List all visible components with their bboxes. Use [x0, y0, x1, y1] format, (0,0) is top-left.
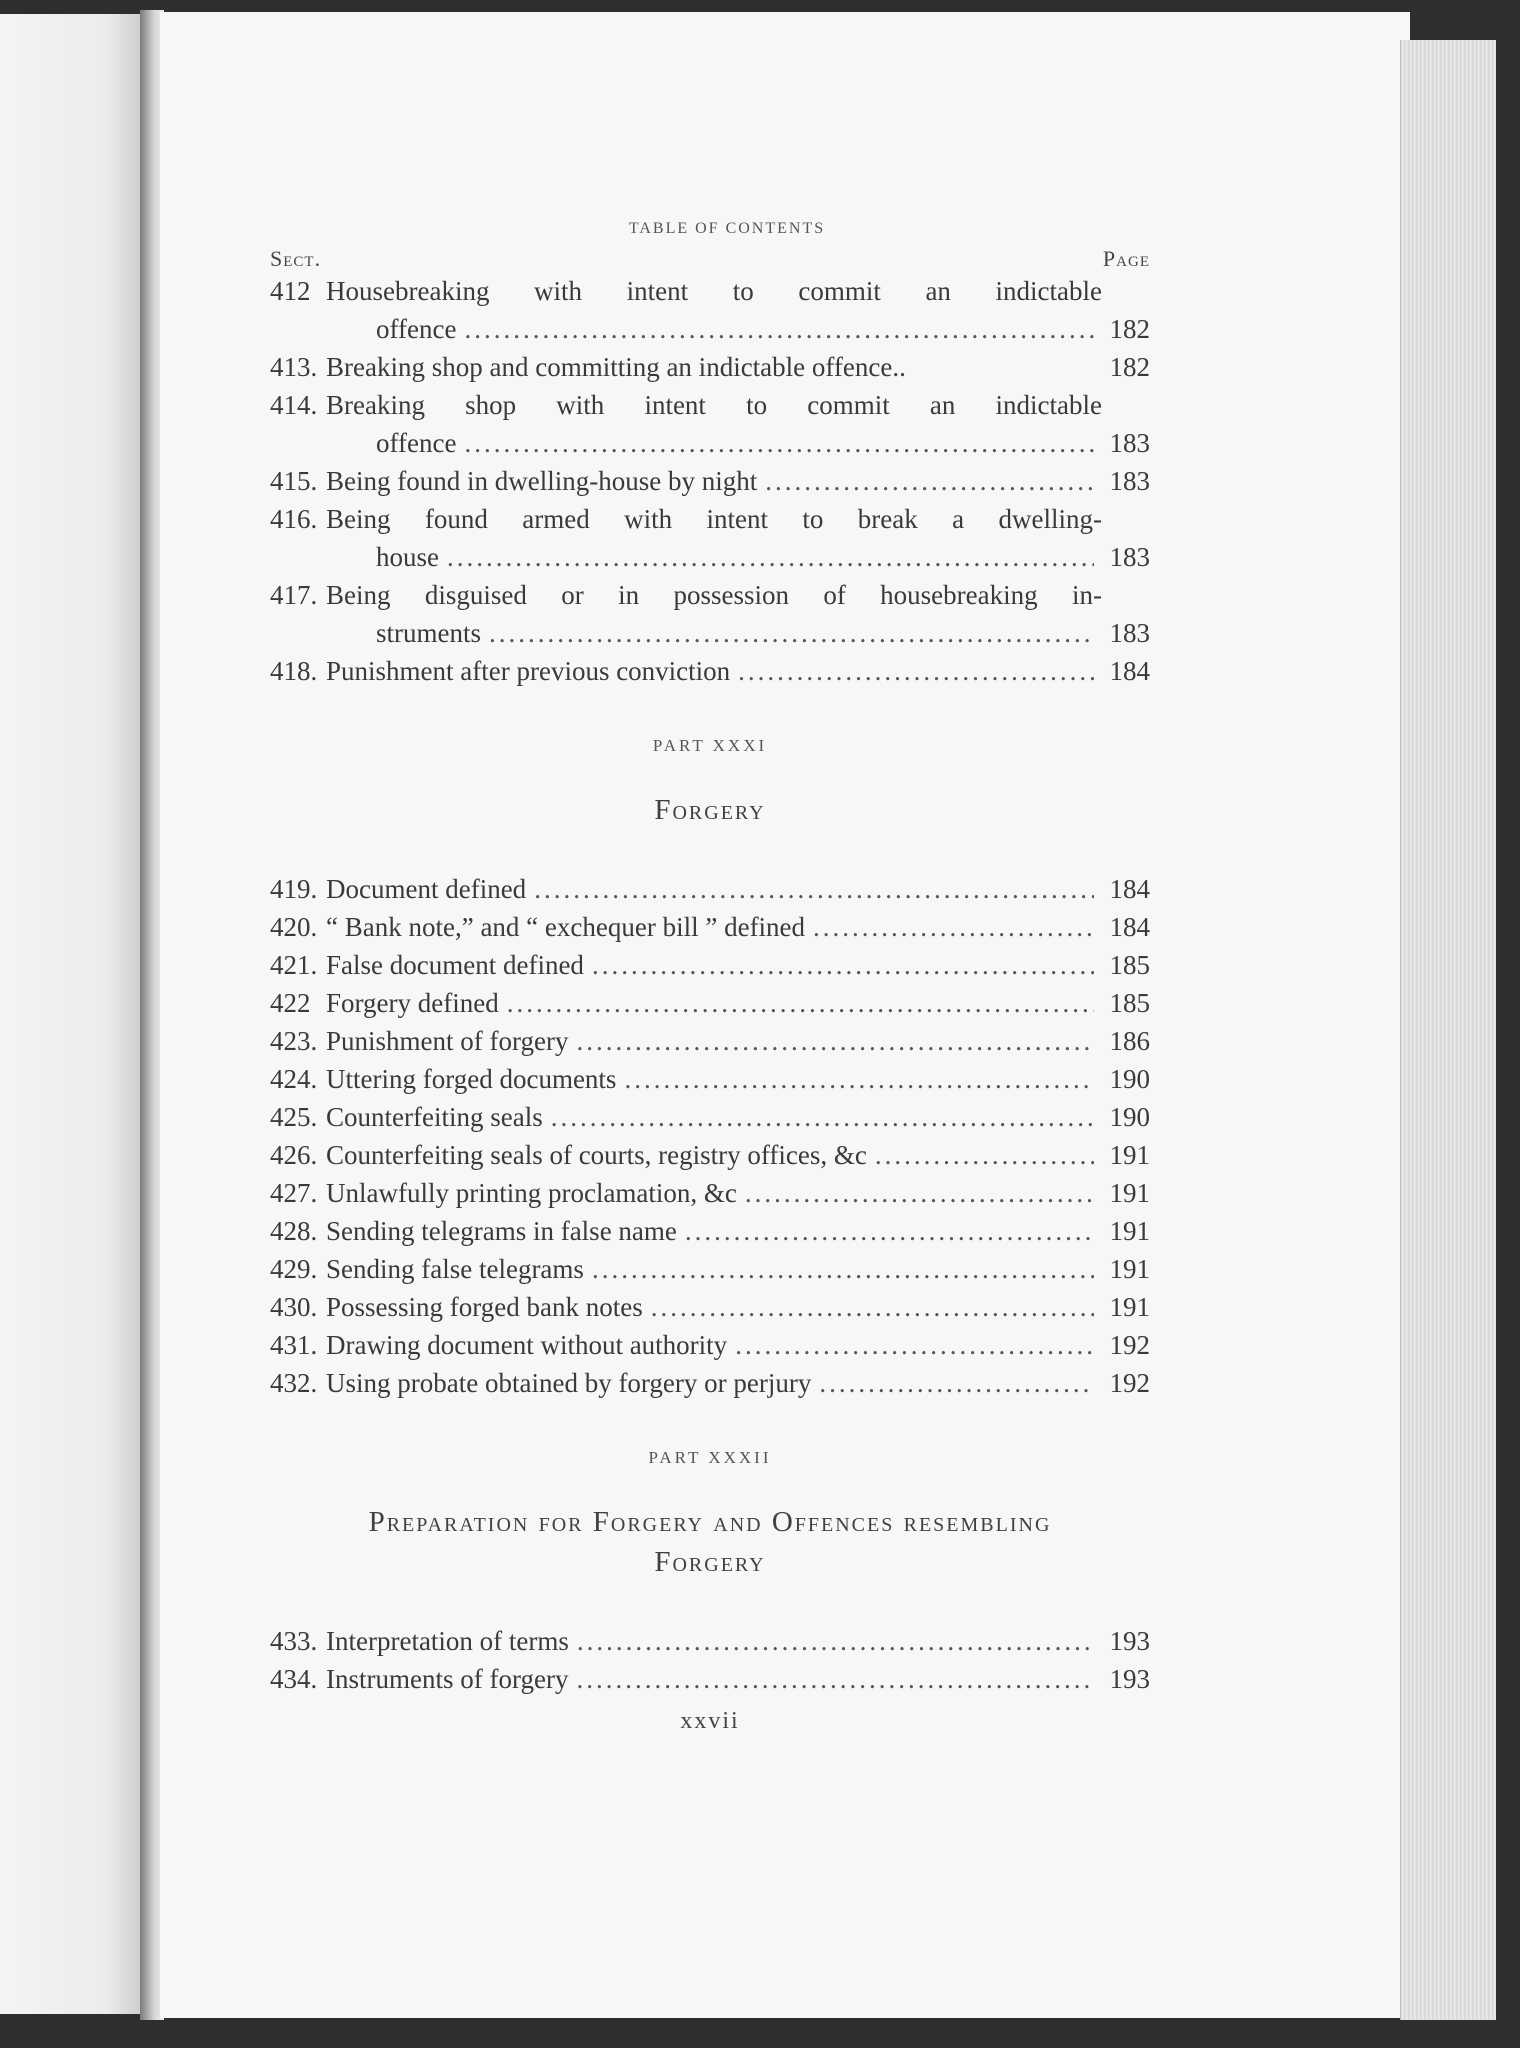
page-number: 185: [1109, 950, 1150, 980]
left-page-edge: [0, 14, 152, 2014]
toc-entry: [270, 1364, 1150, 1402]
page-block-edge: [1400, 40, 1496, 2020]
dot-leader: [738, 652, 1094, 690]
entry-title: Punishment after previous conviction: [326, 656, 731, 686]
entry-title: Instruments of forgery: [326, 1664, 569, 1694]
entry-title: “ Bank note,” and “ exchequer bill ” defined: [326, 912, 806, 942]
section-number: 413.: [270, 352, 318, 382]
entry-title: Interpretation of terms: [326, 1626, 569, 1656]
section-number: 433.: [270, 1626, 318, 1656]
toc-entry: [270, 1288, 1150, 1326]
toc-entry: [270, 1250, 1150, 1288]
toc-entry: [270, 1174, 1150, 1212]
page-number: 186: [1109, 1026, 1150, 1056]
page-number: 190: [1109, 1102, 1150, 1132]
toc-entry: [270, 576, 1150, 652]
toc-entry: [270, 1326, 1150, 1364]
part-label: PART XXXI: [652, 736, 768, 755]
toc-entry: [270, 1622, 1150, 1660]
page-number: 193: [1109, 1626, 1150, 1656]
toc-entry: [270, 1660, 1150, 1698]
dot-leader: [813, 908, 1094, 946]
section-number: 417.: [270, 580, 318, 610]
entry-title: Being found in dwelling-house by night: [326, 466, 758, 496]
section-number: 412: [270, 276, 311, 306]
toc-content: [270, 220, 1150, 1735]
toc-entry: [270, 386, 1150, 462]
dot-leader: [464, 310, 1094, 348]
sect-heading: Sect.: [270, 246, 322, 271]
toc-entry: [270, 870, 1150, 908]
entry-title: Drawing document without authority: [326, 1330, 728, 1360]
dot-leader: [745, 1174, 1094, 1212]
entry-title: Document defined: [326, 874, 527, 904]
toc-entry: [270, 1022, 1150, 1060]
entry-title: Housebreaking with intent to commit an indictable: [326, 276, 1102, 306]
page-number: 190: [1109, 1064, 1150, 1094]
section-number: 427.: [270, 1178, 318, 1208]
section-number: 434.: [270, 1664, 318, 1694]
dot-leader: [507, 984, 1094, 1022]
column-headings: [270, 246, 1150, 272]
dot-leader: [735, 1326, 1094, 1364]
page-number: 182: [1109, 314, 1150, 344]
toc-group-a: [270, 272, 1150, 690]
section-number: 431.: [270, 1330, 318, 1360]
toc-entry: [270, 1136, 1150, 1174]
entry-title-cont: house: [376, 542, 439, 572]
page-number: 183: [1109, 466, 1150, 496]
page-number: 184: [1109, 656, 1150, 686]
page-folio: xxvii: [680, 1708, 740, 1734]
toc-entry: [270, 652, 1150, 690]
dot-leader: [875, 1136, 1094, 1174]
toc-entry: [270, 462, 1150, 500]
part-title: Preparation for Forgery and Offences resembling Forgery: [368, 1506, 1052, 1578]
page-number: 183: [1109, 618, 1150, 648]
section-number: 416.: [270, 504, 318, 534]
dot-leader: [651, 1288, 1094, 1326]
entry-title: Counterfeiting seals: [326, 1102, 543, 1132]
toc-entry: [270, 908, 1150, 946]
page-number: 191: [1109, 1178, 1150, 1208]
dot-leader: [489, 614, 1094, 652]
section-number: 418.: [270, 656, 318, 686]
section-number: 432.: [270, 1368, 318, 1398]
dot-leader: [592, 946, 1094, 984]
section-number: 428.: [270, 1216, 318, 1246]
page-number: 185: [1109, 988, 1150, 1018]
page-number: 184: [1109, 874, 1150, 904]
running-head: TABLE OF CONTENTS: [628, 220, 826, 237]
dot-leader: [447, 538, 1094, 576]
dot-leader: [551, 1098, 1094, 1136]
section-number: 415.: [270, 466, 318, 496]
entry-title: Forgery defined: [326, 988, 499, 1018]
entry-title-cont: struments: [376, 618, 481, 648]
entry-title: Being found armed with intent to break a dwelling-: [326, 504, 1102, 534]
toc-entry: [270, 1060, 1150, 1098]
page-number: 191: [1109, 1254, 1150, 1284]
page-number: 183: [1109, 428, 1150, 458]
entry-title: Breaking shop and committing an indictable offence..: [326, 352, 906, 382]
dot-leader: [765, 462, 1094, 500]
entry-title: Being disguised or in possession of housebreaking in-: [326, 580, 1102, 610]
entry-title: False document defined: [326, 950, 584, 980]
page-number: 191: [1109, 1216, 1150, 1246]
entry-title: Unlawfully printing proclamation, &c: [326, 1178, 737, 1208]
section-number: 424.: [270, 1064, 318, 1094]
page-number: 184: [1109, 912, 1150, 942]
section-number: 430.: [270, 1292, 318, 1322]
page-number: 192: [1109, 1330, 1150, 1360]
section-number: 423.: [270, 1026, 318, 1056]
toc-group-b: [270, 870, 1150, 1402]
section-number: 421.: [270, 950, 318, 980]
page-number: 191: [1109, 1140, 1150, 1170]
part-label: PART XXXII: [648, 1448, 772, 1467]
entry-title-cont: offence: [376, 314, 457, 344]
page-number: 192: [1109, 1368, 1150, 1398]
toc-entry: [270, 946, 1150, 984]
toc-entry: [270, 984, 1150, 1022]
toc-entry: [270, 1212, 1150, 1250]
toc-entry: [270, 272, 1150, 348]
entry-title-cont: offence: [376, 428, 457, 458]
section-number: 429.: [270, 1254, 318, 1284]
dot-leader: [464, 424, 1094, 462]
section-number: 426.: [270, 1140, 318, 1170]
entry-title: Using probate obtained by forgery or perjury: [326, 1368, 812, 1398]
dot-leader: [685, 1212, 1094, 1250]
entry-title: Counterfeiting seals of courts, registry offices, &c: [326, 1140, 867, 1170]
dot-leader: [577, 1622, 1094, 1660]
page-number: 193: [1109, 1664, 1150, 1694]
section-number: 420.: [270, 912, 318, 942]
toc-entry: [270, 1098, 1150, 1136]
section-number: 414.: [270, 390, 318, 420]
entry-title: Punishment of forgery: [326, 1026, 569, 1056]
entry-title: Sending false telegrams: [326, 1254, 584, 1284]
dot-leader: [592, 1250, 1094, 1288]
page-number: 182: [1109, 352, 1150, 382]
section-number: 425.: [270, 1102, 318, 1132]
page-number: 183: [1109, 542, 1150, 572]
dot-leader: [819, 1364, 1094, 1402]
dot-leader: [576, 1022, 1094, 1060]
section-number: 422: [270, 988, 311, 1018]
section-number: 419.: [270, 874, 318, 904]
dot-leader: [576, 1660, 1094, 1698]
entry-title: Uttering forged documents: [326, 1064, 617, 1094]
entry-title: Possessing forged bank notes: [326, 1292, 643, 1322]
dot-leader: [624, 1060, 1094, 1098]
toc-entry: [270, 348, 1150, 386]
toc-group-c: [270, 1622, 1150, 1698]
part-title: Forgery: [654, 794, 766, 826]
page-heading: Page: [1102, 246, 1150, 271]
entry-title: Sending telegrams in false name: [326, 1216, 677, 1246]
page-number: 191: [1109, 1292, 1150, 1322]
dot-leader: [534, 870, 1094, 908]
toc-entry: [270, 500, 1150, 576]
entry-title: Breaking shop with intent to commit an indictable: [326, 390, 1102, 420]
